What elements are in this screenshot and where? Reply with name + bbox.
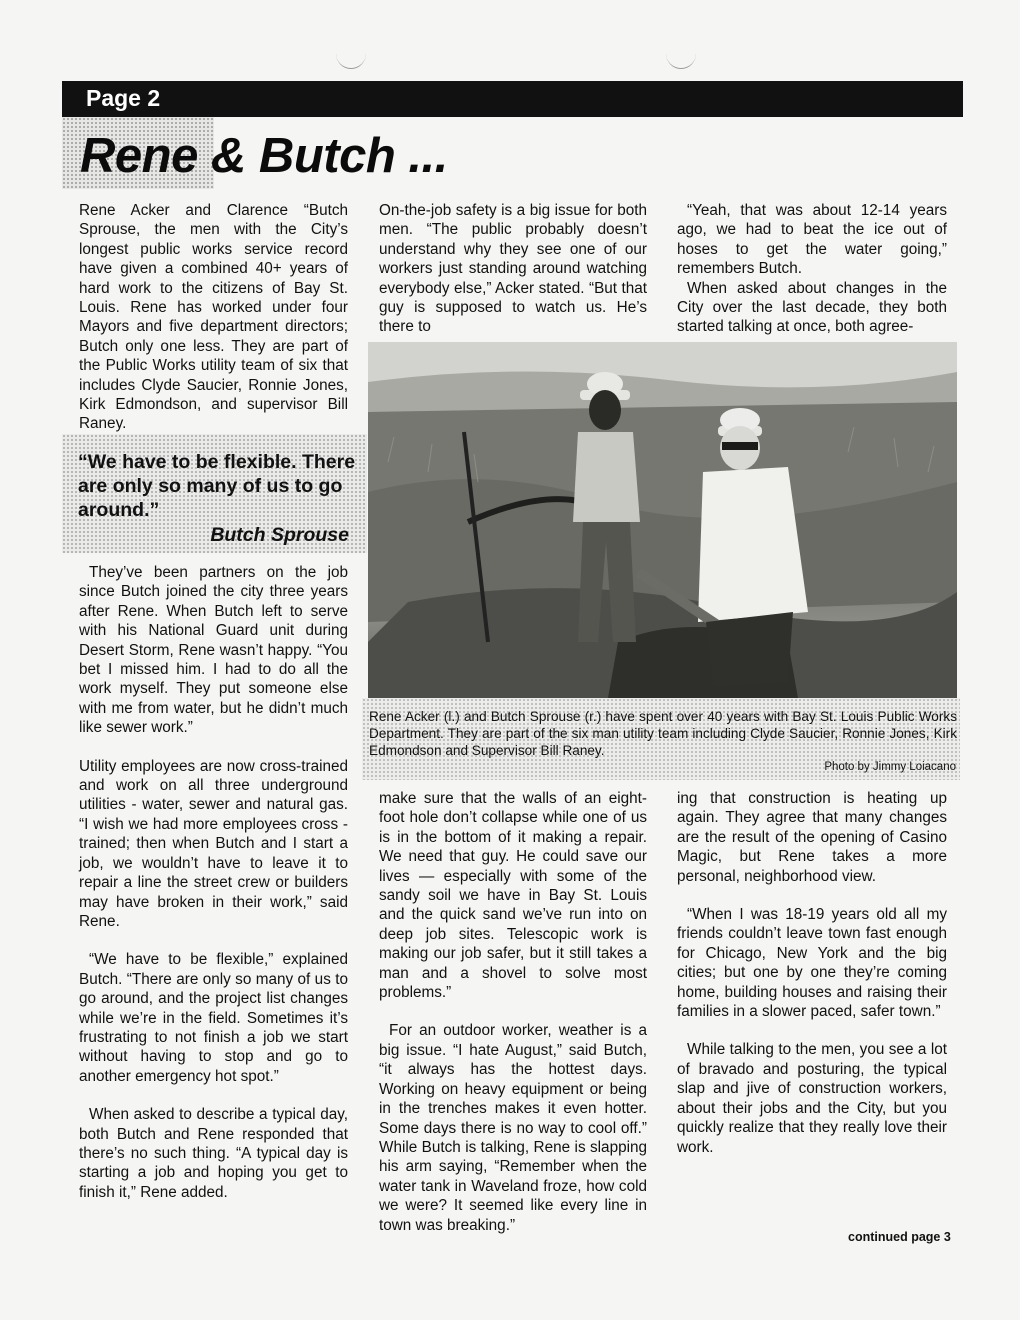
binder-hole-left — [336, 38, 366, 69]
photo-credit: Photo by Jimmy Loiacano — [824, 761, 956, 773]
paragraph: “We have to be flexible,” explained Butch. “There are only so many of us to go around, and the project list changes while we’re in the field. Sometimes it’s frustrating to not finish a job we start without having to stop and go to another emergency hot spot.” — [79, 951, 348, 1085]
photo-caption: Rene Acker (l.) and Butch Sprouse (r.) have spent over 40 years with Bay St. Louis Public Works Department. They are part of the six man utility team including Clyde Saucier, Ronnie Jones, Kirk Edmondson and Supervisor Bill Raney. — [369, 709, 957, 758]
column-2-bottom — [379, 789, 647, 1235]
column-1-bottom — [79, 563, 348, 1202]
page-header-bar — [62, 81, 963, 117]
column-2-top — [379, 201, 647, 337]
paragraph: “Yeah, that was about 12-14 years ago, we had to beat the ice out of hoses to get the water going,” remembers Butch. — [677, 202, 947, 278]
headline: Rene & Butch ... — [80, 129, 448, 183]
paragraph: Rene Acker and Clarence “Butch Sprouse, the men with the City’s longest public works service record have given a combined 40+ years of hard work to the citizens of Bay St. Louis. Rene has worked under four Mayors and five department directors; Butch only one less. They are part of the Public Works utility team of six that includes Clyde Saucier, Ronnie Jones, Kirk Edmondson, and supervisor Bill Raney. — [79, 202, 348, 433]
page-number: Page 2 — [86, 85, 161, 111]
paragraph: When asked about changes in the City over the last decade, they both started talking at once, both agree- — [677, 279, 947, 336]
paragraph: ing that construction is heating up again. They agree that many changes are the result of the opening of Casino Magic, but Rene takes a more personal, neighborhood view. — [677, 790, 947, 885]
paragraph: While talking to the men, you see a lot of bravado and posturing, the typical slap and jive of construction workers, about their jobs and the City, but you quickly realize that they really love their work. — [677, 1041, 947, 1156]
paragraph: For an outdoor worker, weather is a big issue. “I hate August,” said Butch, “it always has the hottest days. Working on heavy equipment or being in the trenches makes it even hotter. Some days there is no way to cool off.” While Butch is talking, Rene is slapping his arm saying, “Remember when the water tank in Waveland froze, how cold we were? It seemed like every line in town was breaking.” — [379, 1022, 647, 1234]
pull-quote-box — [62, 434, 367, 553]
continued-note: continued page 3 — [848, 1230, 951, 1244]
paragraph: They’ve been partners on the job since Butch joined the city three years after Rene. When Butch left to serve with his National Guard unit during Desert Storm, Rene wasn’t happy. “You bet I missed him. I had to do all the work myself. They put someone else with me from water, but he didn’t much like sewer work.” — [79, 564, 348, 737]
column-1-top — [79, 201, 348, 434]
photo-workers-digging — [368, 342, 957, 698]
paragraph: Utility employees are now cross-trained and work on all three underground utilities - water, sewer and natural gas. “I wish we had more employees cross - trained; then when Butch and I start a job, we wouldn’t have to leave it to repair a line the street crew or builders may have broken in their work,” said Rene. — [79, 757, 348, 930]
paragraph: make sure that the walls of an eight-foot hole don’t collapse while one of us is in the bottom of it making a repair. We need that guy. He could save our lives — especially with some of the sandy soil we have in Bay St. Louis and the quick sand we’ve run into on deep job sites. Telescopic work is making our job safer, but it still takes a man and a shovel to solve most problems.” — [379, 790, 647, 1002]
pull-quote-text: “We have to be flexible. There are only so many of us to go around.” — [78, 451, 356, 521]
column-3-top — [677, 201, 947, 337]
photo-caption-box — [362, 698, 960, 780]
column-3-bottom — [677, 789, 947, 1157]
binder-holes — [0, 38, 1020, 78]
paragraph: When asked to describe a typical day, both Butch and Rene responded that there’s no such thing. “A typical day is starting a job and hoping you get to finish it,” Rene added. — [79, 1106, 348, 1201]
paragraph: “When I was 18-19 years old all my friends couldn’t leave town fast enough for Chicago, New York and the big cities; but one by one they’re coming home, building houses and raising their families in a slower paced, safer town.” — [677, 906, 947, 1021]
binder-hole-right — [666, 38, 696, 69]
paragraph: On-the-job safety is a big issue for both men. “The public probably doesn’t understand why they see one of our workers just standing around watching everybody else,” Acker stated. “But that guy is supposed to watch us. He’s there to — [379, 202, 647, 336]
photo-illustration — [368, 342, 957, 698]
pull-quote-attribution: Butch Sprouse — [210, 524, 349, 546]
